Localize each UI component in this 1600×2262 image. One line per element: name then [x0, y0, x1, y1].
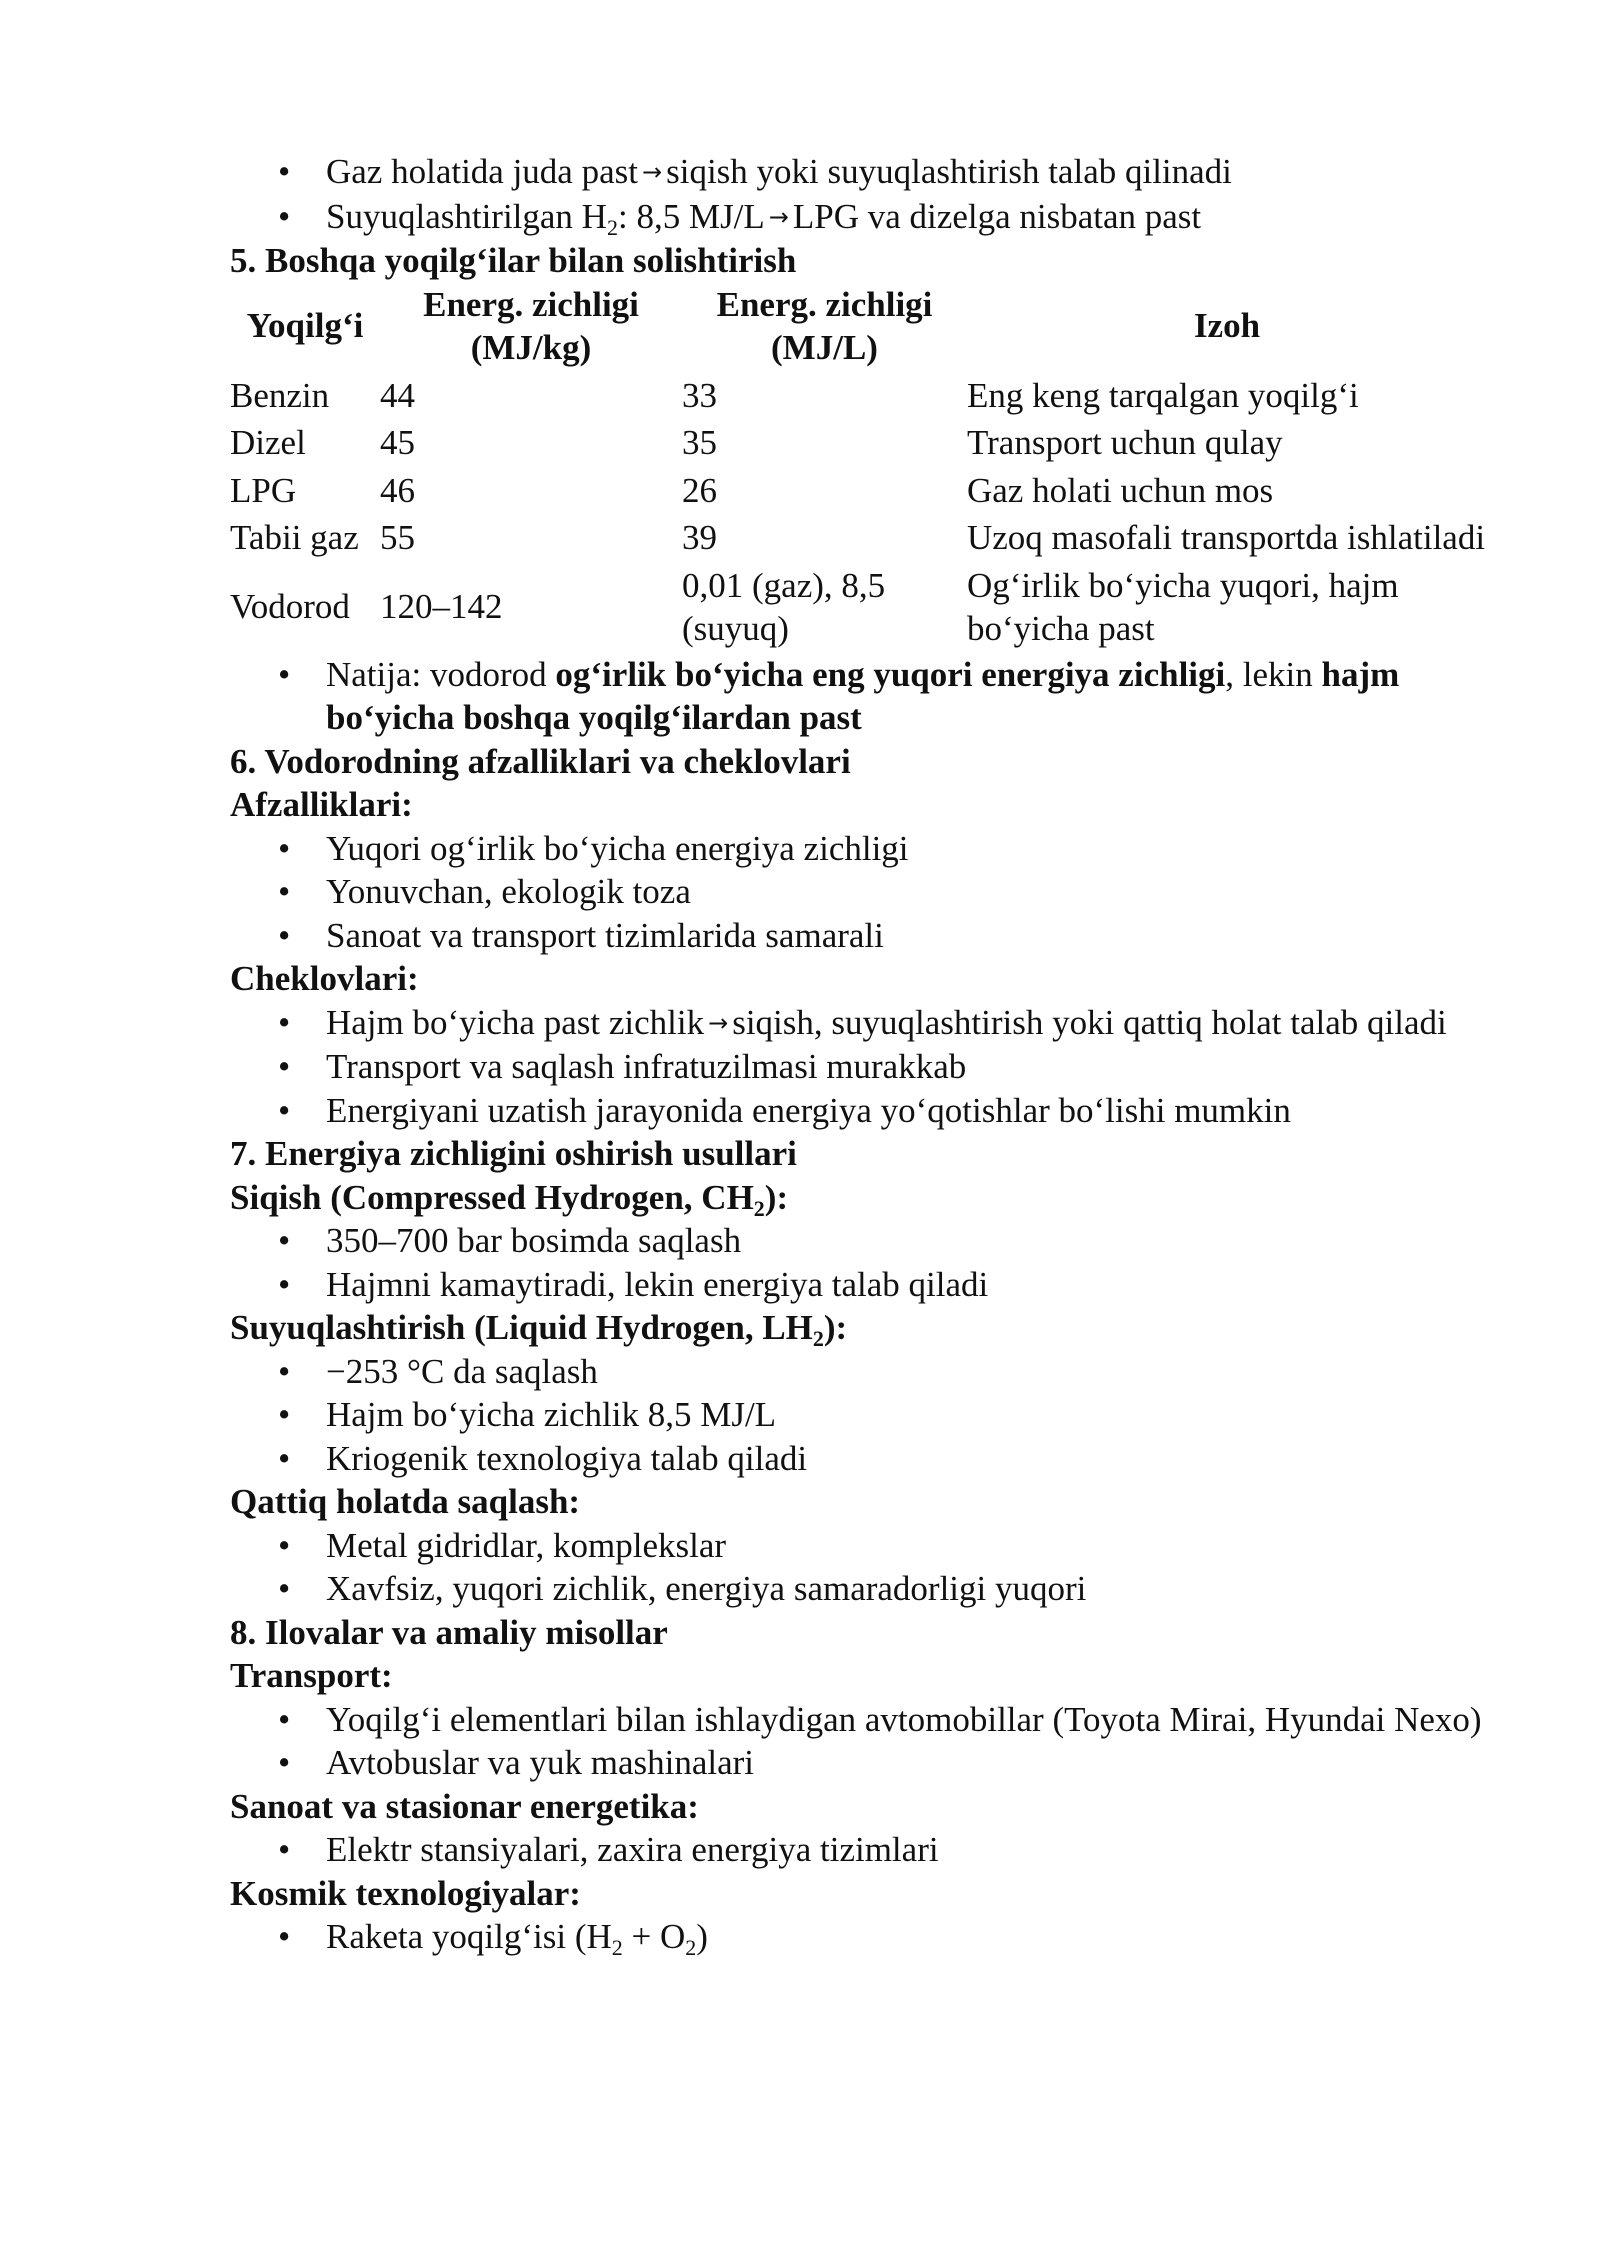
transport-heading: Transport: [230, 1656, 393, 1695]
list-item: • Hajmni kamaytiradi, lekin energiya talab qiladi [230, 1263, 1490, 1307]
list-item: • Sanoat va transport tizimlarida samarali [230, 914, 1490, 958]
liquid-hydrogen-heading: Suyuqlashtirish (Liquid Hydrogen, $LH_2$): [230, 1308, 848, 1351]
arrow-right-icon: → [708, 1008, 729, 1037]
table-cell: 33 [682, 375, 717, 415]
list-item: • Kriogenik texnologiya talab qiladi [230, 1437, 1490, 1481]
limitations-heading: Cheklovlari: [230, 959, 419, 998]
list-item: • Hajm bo‘yicha zichlik 8,5 MJ/L [230, 1393, 1490, 1437]
table-row [230, 419, 1487, 467]
list-item: • Yoqilg‘i elementlari bilan ishlaydigan avtomobillar (Toyota Mirai, Hyundai Nexo) [230, 1698, 1490, 1742]
table-row [230, 514, 1487, 562]
table-cell: 44 [380, 375, 415, 415]
fuel-comparison-table [230, 283, 1487, 653]
table-cell: 55 [380, 518, 415, 557]
table-row [230, 467, 1487, 515]
list-item: • Yuqori og‘irlik bo‘yicha energiya zichligi [230, 827, 1490, 871]
table-cell: Dizel [230, 423, 306, 462]
table-header-row [230, 283, 1487, 372]
list-item: • Transport va saqlash infratuzilmasi murakkab [230, 1045, 1490, 1089]
list-item: • −253 °C da saqlash [230, 1350, 1490, 1394]
transport-list [230, 1698, 1490, 1785]
table-cell: 26 [682, 470, 717, 510]
table-cell: Transport uchun qulay [967, 423, 1283, 462]
liquid-hydrogen-list [230, 1350, 1490, 1481]
list-item: • Hajm bo‘yicha past zichlik → siqish, suyuqlashtirish yoki qattiq holat talab qiladi [230, 1001, 1490, 1046]
table-cell: LPG [230, 470, 297, 510]
list-item: • Xavfsiz, yuqori zichlik, energiya samaradorligi yuqori [230, 1567, 1490, 1611]
table-cell: 120–142 [380, 587, 503, 627]
list-item: • 350–700 bar bosimda saqlash [230, 1219, 1490, 1263]
column-header: Izoh [1193, 306, 1261, 346]
table-cell: 0,01 (gaz), 8,5 (suyuq) [682, 565, 886, 648]
industry-list [230, 1828, 1490, 1872]
section-8-heading: 8. Ilovalar va amaliy misollar [230, 1612, 668, 1652]
table-cell: Gaz holati uchun mos [967, 470, 1274, 510]
table-cell: 45 [380, 423, 415, 462]
table-cell: 39 [682, 518, 717, 557]
top-bullet-list [230, 150, 1490, 239]
advantages-list [230, 827, 1490, 958]
table-row [230, 562, 1487, 653]
table-cell: Vodorod [230, 587, 350, 627]
list-item: • Yonuvchan, ekologik toza [230, 870, 1490, 914]
space-heading: Kosmik texnologiyalar: [230, 1873, 581, 1913]
section-6-heading: 6. Vodorodning afzalliklari va cheklovlari [230, 741, 851, 781]
list-item: • Metal gidridlar, komplekslar [230, 1524, 1490, 1568]
table-cell: Og‘irlik bo‘yicha yuqori, hajm bo‘yicha past [967, 565, 1399, 648]
compressed-hydrogen-list [230, 1219, 1490, 1306]
table-cell: 35 [682, 423, 717, 462]
list-item: • Avtobuslar va yuk mashinalari [230, 1741, 1490, 1785]
limitations-list [230, 1001, 1490, 1133]
table-cell: Tabii gaz [230, 518, 359, 557]
table-row [230, 372, 1487, 420]
table-cell: Eng keng tarqalgan yoqilg‘i [967, 375, 1359, 415]
list-item: • Gaz holatida juda past → siqish yoki suyuqlashtirish talab qilinadi [230, 150, 1490, 195]
advantages-heading: Afzalliklari: [230, 785, 413, 824]
solid-storage-heading: Qattiq holatda saqlash: [230, 1482, 581, 1521]
section-5-heading: 5. Boshqa yoqilg‘ilar bilan solishtirish [230, 241, 797, 280]
conclusion-list [230, 653, 1490, 740]
space-list [230, 1915, 1490, 1959]
industry-heading: Sanoat va stasionar energetika: [230, 1786, 699, 1826]
document-page [230, 150, 1490, 1959]
arrow-right-icon: → [641, 158, 663, 186]
column-header: Energ. zichligi (MJ/kg) [423, 284, 639, 367]
table-cell: 46 [380, 470, 415, 510]
list-item: • Energiyani uzatish jarayonida energiya yo‘qotishlar bo‘lishi mumkin [230, 1089, 1490, 1133]
list-item: • Elektr stansiyalari, zaxira energiya tizimlari [230, 1828, 1490, 1872]
list-item: • Raketa yoqilg‘isi $(H_2 + O_2)$ [230, 1915, 1490, 1959]
table-cell: Uzoq masofali transportda ishlatiladi [967, 518, 1486, 557]
solid-storage-list [230, 1524, 1490, 1611]
section-7-heading: 7. Energiya zichligini oshirish usullari [230, 1134, 797, 1173]
compressed-hydrogen-heading: Siqish (Compressed Hydrogen, $CH_2$): [230, 1177, 789, 1221]
list-item: • Natija: vodorod og‘irlik bo‘yicha eng yuqori energiya zichligi, lekin hajm bo‘yicha boshqa yoqilg‘ilardan past [230, 653, 1490, 740]
arrow-right-icon: → [768, 202, 789, 231]
column-header: Energ. zichligi (MJ/L) [716, 284, 933, 367]
column-header: Yoqilg‘i [246, 306, 364, 346]
table-cell: Benzin [230, 375, 330, 415]
list-item: • Suyuqlashtirilgan $H_2$: 8,5 MJ/L → LPG va dizelga nisbatan past [230, 195, 1490, 240]
